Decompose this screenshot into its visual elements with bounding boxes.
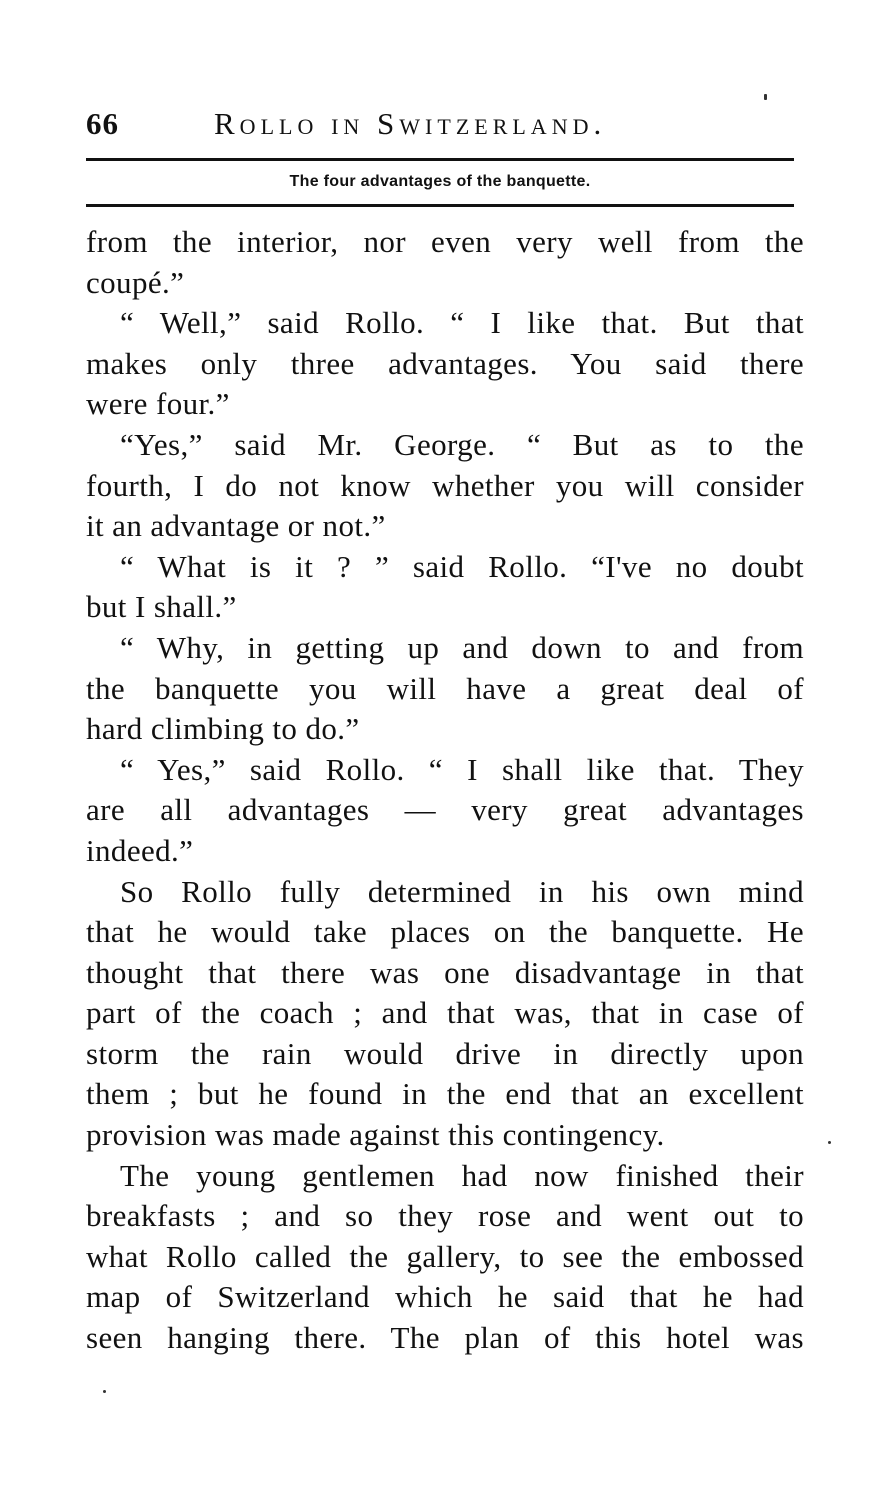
text-line: “ What is it ? ” said Rollo. “I've no doubt [120,548,804,584]
text-line: map of Switzerland which he said that he had [86,1279,804,1315]
page-header [86,104,806,144]
header-rule-top [86,158,794,161]
text-line: So Rollo fully determined in his own mind [120,873,804,909]
print-speck [828,1141,831,1144]
text-line: provision was made against this contingency. [86,1117,665,1153]
page-number: 66 [86,106,119,141]
text-line: “ Well,” said Rollo. “ I like that. But that [120,305,804,341]
text-line: “ Why, in getting up and down to and from [120,629,804,665]
text-line: were four.” [86,386,230,422]
print-speck [103,1390,106,1393]
text-line: “Yes,” said Mr. George. “ But as to the [120,426,804,462]
text-line: from the interior, nor even very well from the [86,224,804,259]
text-line: the banquette you will have a great deal of [86,670,804,706]
text-line: “ Yes,” said Rollo. “ I shall like that. They [120,751,804,787]
text-line: indeed.” [86,832,194,868]
text-line: hard climbing to do.” [86,711,360,747]
text-line: The young gentlemen had now finished their [120,1157,804,1193]
text-line: what Rollo called the gallery, to see the embossed [86,1238,804,1274]
text-line: that he would take places on the banquette. He [86,914,804,950]
text-line: them ; but he found in the end that an excellent [86,1076,804,1112]
section-subhead: The four advantages of the banquette. [289,173,591,190]
text-line: coupé.” [86,264,185,300]
text-line: thought that there was one disadvantage in that [86,954,804,990]
text-line: fourth, I do not know whether you will consider [86,467,804,503]
print-speck [764,94,767,100]
header-rule-bottom [86,204,794,207]
text-line: makes only three advantages. You said there [86,345,804,381]
running-title: Rollo in Switzerland. [214,106,607,141]
text-line: seen hanging there. The plan of this hotel was [86,1320,804,1356]
text-line: part of the coach ; and that was, that in case of [86,995,804,1031]
text-line: are all advantages — very great advantages [86,792,804,828]
text-line: breakfasts ; and so they rose and went out to [86,1198,804,1234]
text-line: but I shall.” [86,589,237,625]
text-line: storm the rain would drive in directly upon [86,1035,804,1071]
body-text [86,222,804,1359]
text-line: it an advantage or not.” [86,508,386,544]
